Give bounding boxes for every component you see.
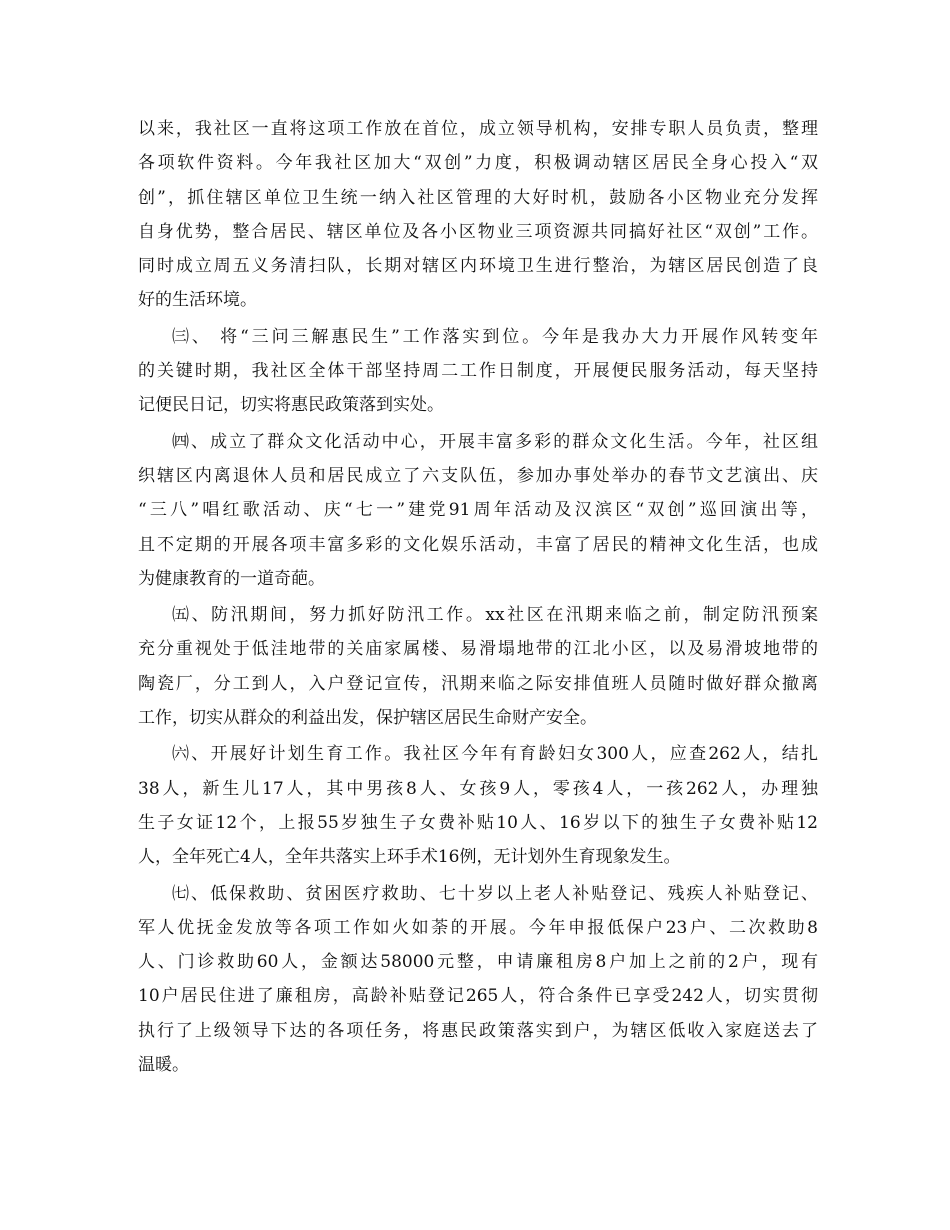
text-line: 且不定期的开展各项丰富多彩的文化娱乐活动，丰富了居民的精神文化生活，也成 (138, 534, 818, 555)
paragraph-item-7 (138, 877, 818, 1083)
text-line: 好的生活环境。 (138, 290, 257, 311)
text-line: ㈤、防汛期间，努力抓好防汛工作。xx社区在汛期来临之前，制定防汛预案 (172, 605, 818, 626)
text-line: 充分重视处于低洼地带的关庙家属楼、易滑塌地带的江北小区，以及易滑坡地带的 (138, 639, 818, 660)
text-line: 为健康教育的一道奇葩。 (138, 568, 325, 589)
text-line: 织辖区内离退休人员和居民成立了六支队伍，参加办事处举办的春节文艺演出、庆 (138, 465, 818, 486)
text-line: 生子女证12个，上报55岁独生子女费补贴10人、16岁以下的独生子女费补贴12 (138, 812, 818, 833)
text-line: “三八”唱红歌活动、庆“七一”建党91周年活动及汉滨区“双创”巡回演出等， (138, 500, 818, 521)
text-line: 以来，我社区一直将这项工作放在首位，成立领导机构，安排专职人员负责，整理 (138, 119, 818, 139)
text-line: 38人，新生儿17人，其中男孩8人、女孩9人，零孩4人，一孩262人，办理独 (138, 778, 818, 799)
text-line: 人、门诊救助60人，金额达58000元整，申请廉租房8户加上之前的2户，现有 (138, 952, 818, 973)
text-line: 的关键时期，我社区全体干部坚持周二工作日制度，开展便民服务活动，每天坚持 (138, 361, 818, 382)
paragraph-continuation (138, 112, 818, 318)
text-line: 10户居民住进了廉租房，高龄补贴登记265人，符合条件已享受242人，切实贯彻 (138, 986, 818, 1007)
paragraph-item-4 (138, 425, 818, 596)
text-line: 军人优抚金发放等各项工作如火如荼的开展。今年申报低保户23户、二次救助8 (138, 917, 818, 938)
text-line: 人，全年死亡4人，全年共落实上环手术16例，无计划外生育现象发生。 (138, 847, 681, 868)
text-line: 工作，切实从群众的利益出发，保护辖区居民生命财产安全。 (138, 708, 597, 729)
text-line: ㈢、 将“三问三解惠民生”工作落实到位。今年是我办大力开展作风转变年 (172, 326, 818, 347)
paragraph-item-6 (138, 737, 818, 874)
text-line: ㈥、开展好计划生育工作。我社区今年有育龄妇女300人，应查262人，结扎 (172, 744, 818, 765)
document-body (138, 112, 818, 1084)
paragraph-item-5 (138, 598, 818, 735)
text-line: 温暖。 (138, 1055, 189, 1076)
text-line: 记便民日记，切实将惠民政策落到实处。 (138, 395, 444, 416)
paragraph-item-3 (138, 320, 818, 423)
text-line: 执行了上级领导下达的各项任务，将惠民政策落实到户，为辖区低收入家庭送去了 (138, 1020, 818, 1041)
text-line: ㈦、低保救助、贫困医疗救助、七十岁以上老人补贴登记、残疾人补贴登记、 (172, 883, 818, 904)
text-line: 陶瓷厂，分工到人，入户登记宣传，汛期来临之际安排值班人员随时做好群众撤离 (138, 673, 818, 694)
text-line: 自身优势，整合居民、辖区单位及各小区物业三项资源共同搞好社区“双创”工作。 (138, 221, 818, 242)
text-line: 各项软件资料。今年我社区加大“双创”力度，积极调动辖区居民全身心投入“双 (138, 153, 818, 174)
text-line: 同时成立周五义务清扫队，长期对辖区内环境卫生进行整治，为辖区居民创造了良 (138, 256, 818, 277)
text-line: 创”，抓住辖区单位卫生统一纳入社区管理的大好时机，鼓励各小区物业充分发挥 (138, 187, 818, 208)
text-line: ㈣、成立了群众文化活动中心，开展丰富多彩的群众文化生活。今年，社区组 (172, 431, 818, 452)
